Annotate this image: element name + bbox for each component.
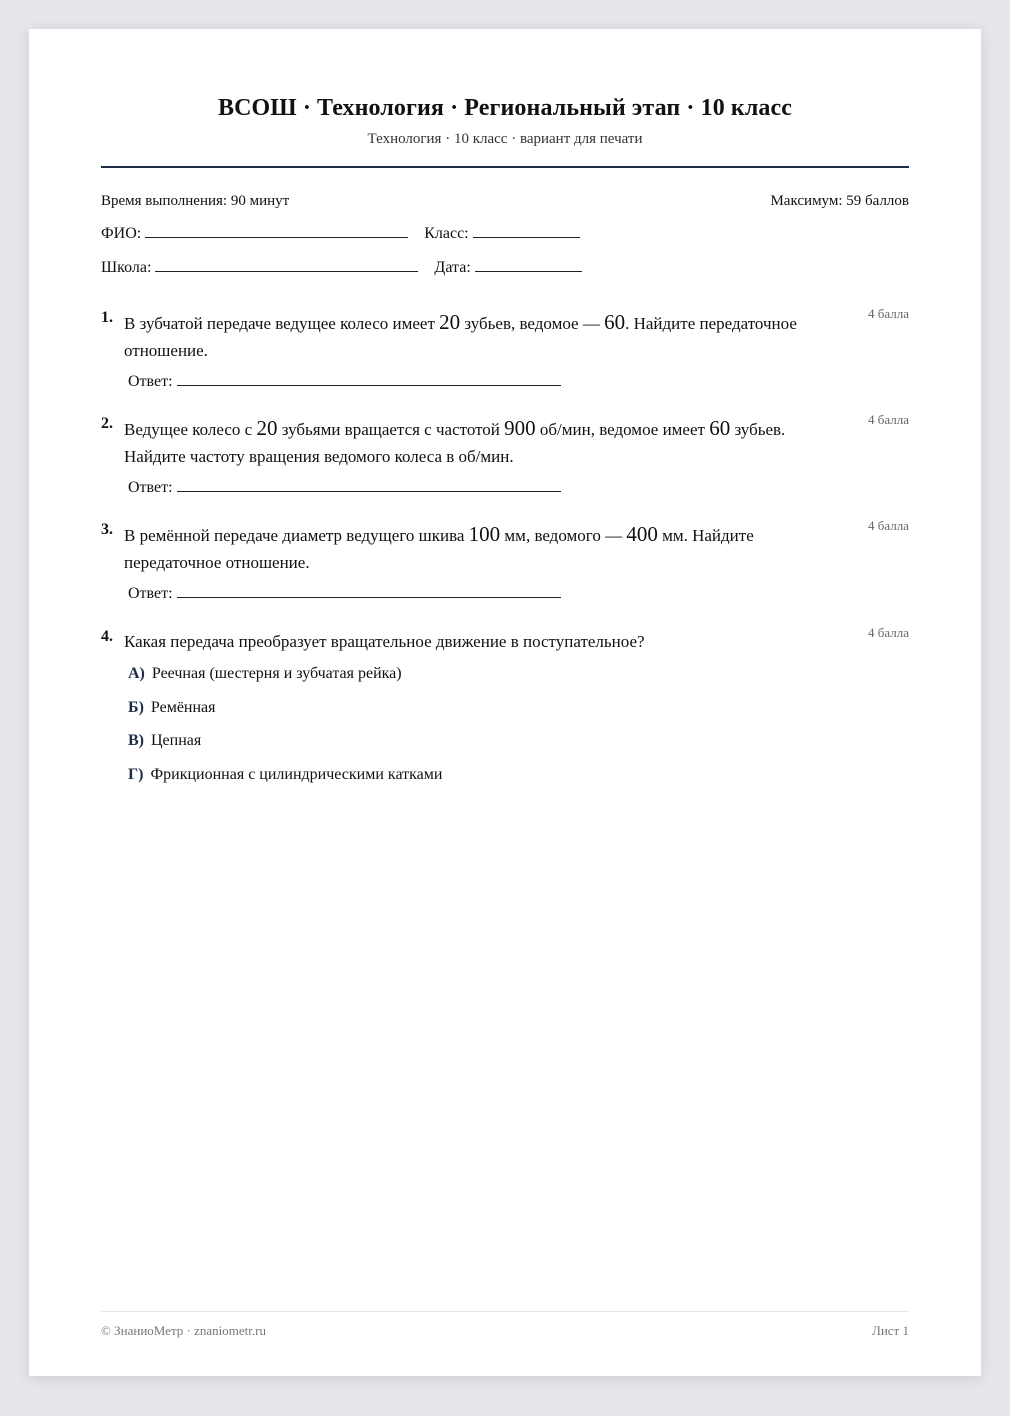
- page-title: ВСОШ · Технология · Региональный этап · 10 класс: [217, 95, 792, 121]
- school-label: Школа:: [101, 259, 152, 276]
- option-d[interactable]: [128, 766, 442, 784]
- question-number: 2.: [101, 415, 113, 432]
- option-b[interactable]: [128, 699, 216, 717]
- date-label: Дата:: [434, 259, 471, 276]
- option-c[interactable]: [128, 732, 201, 750]
- answer-line[interactable]: [177, 491, 561, 492]
- option-text: Фрикционная с цилиндрическими катками: [150, 766, 443, 783]
- school-date-row: [101, 259, 588, 277]
- option-a[interactable]: [128, 665, 402, 683]
- date-line[interactable]: [475, 270, 582, 272]
- question-text: В ремённой передаче диаметр ведущего шкива 100 мм, ведомого — 400 мм. Найдите передаточное отношение.: [124, 522, 754, 572]
- question-points: 4 балла: [868, 306, 909, 321]
- question-text: Ведущее колесо с 20 зубьями вращается с частотой 900 об/мин, ведомое имеет 60 зубьев. Найдите частоту вращения ведомого колеса в об/мин.: [124, 416, 786, 466]
- option-letter: А): [128, 665, 145, 682]
- fio-label: ФИО:: [101, 225, 142, 242]
- question-points: 4 балла: [868, 412, 909, 427]
- footer-copyright: © ЗнаниоМетр · znaniometr.ru: [101, 1323, 266, 1338]
- question-number: 3.: [101, 521, 113, 538]
- sheet-content: [101, 29, 909, 1376]
- exam-sheet: [29, 29, 981, 1376]
- answer-line[interactable]: [177, 385, 561, 386]
- answer-label: Ответ:: [128, 585, 173, 602]
- question-number: 1.: [101, 309, 113, 326]
- fio-line[interactable]: [145, 236, 408, 238]
- question-text: Какая передача преобразует вращательное движение в поступательное?: [124, 632, 645, 651]
- page-subtitle: Технология · 10 класс · вариант для печати: [367, 131, 643, 147]
- page-number: Лист 1: [872, 1323, 909, 1338]
- class-label: Класс:: [424, 225, 469, 242]
- question-number: 4.: [101, 628, 113, 645]
- answer-label: Ответ:: [128, 373, 173, 390]
- option-text: Ремённая: [150, 699, 216, 716]
- fio-class-row: [101, 225, 586, 243]
- footer-divider: [101, 1311, 909, 1312]
- answer-row-2: [128, 479, 561, 497]
- question-text: В зубчатой передаче ведущее колесо имеет 20 зубьев, ведомое — 60. Найдите передаточное отношение.: [124, 310, 797, 360]
- max-score: Максимум: 59 баллов: [770, 193, 909, 209]
- option-letter: Г): [128, 766, 144, 783]
- option-text: Цепная: [151, 732, 202, 749]
- answer-line[interactable]: [177, 597, 561, 598]
- option-text: Реечная (шестерня и зубчатая рейка): [151, 665, 402, 682]
- time-limit: Время выполнения: 90 минут: [101, 193, 290, 209]
- school-line[interactable]: [155, 270, 418, 272]
- option-letter: Б): [128, 699, 144, 716]
- class-line[interactable]: [473, 236, 580, 238]
- question-points: 4 балла: [868, 625, 909, 640]
- option-letter: В): [128, 732, 144, 749]
- answer-row-3: [128, 585, 561, 603]
- header-divider: [101, 166, 909, 168]
- answer-label: Ответ:: [128, 479, 173, 496]
- answer-row-1: [128, 373, 561, 391]
- question-points: 4 балла: [868, 518, 909, 533]
